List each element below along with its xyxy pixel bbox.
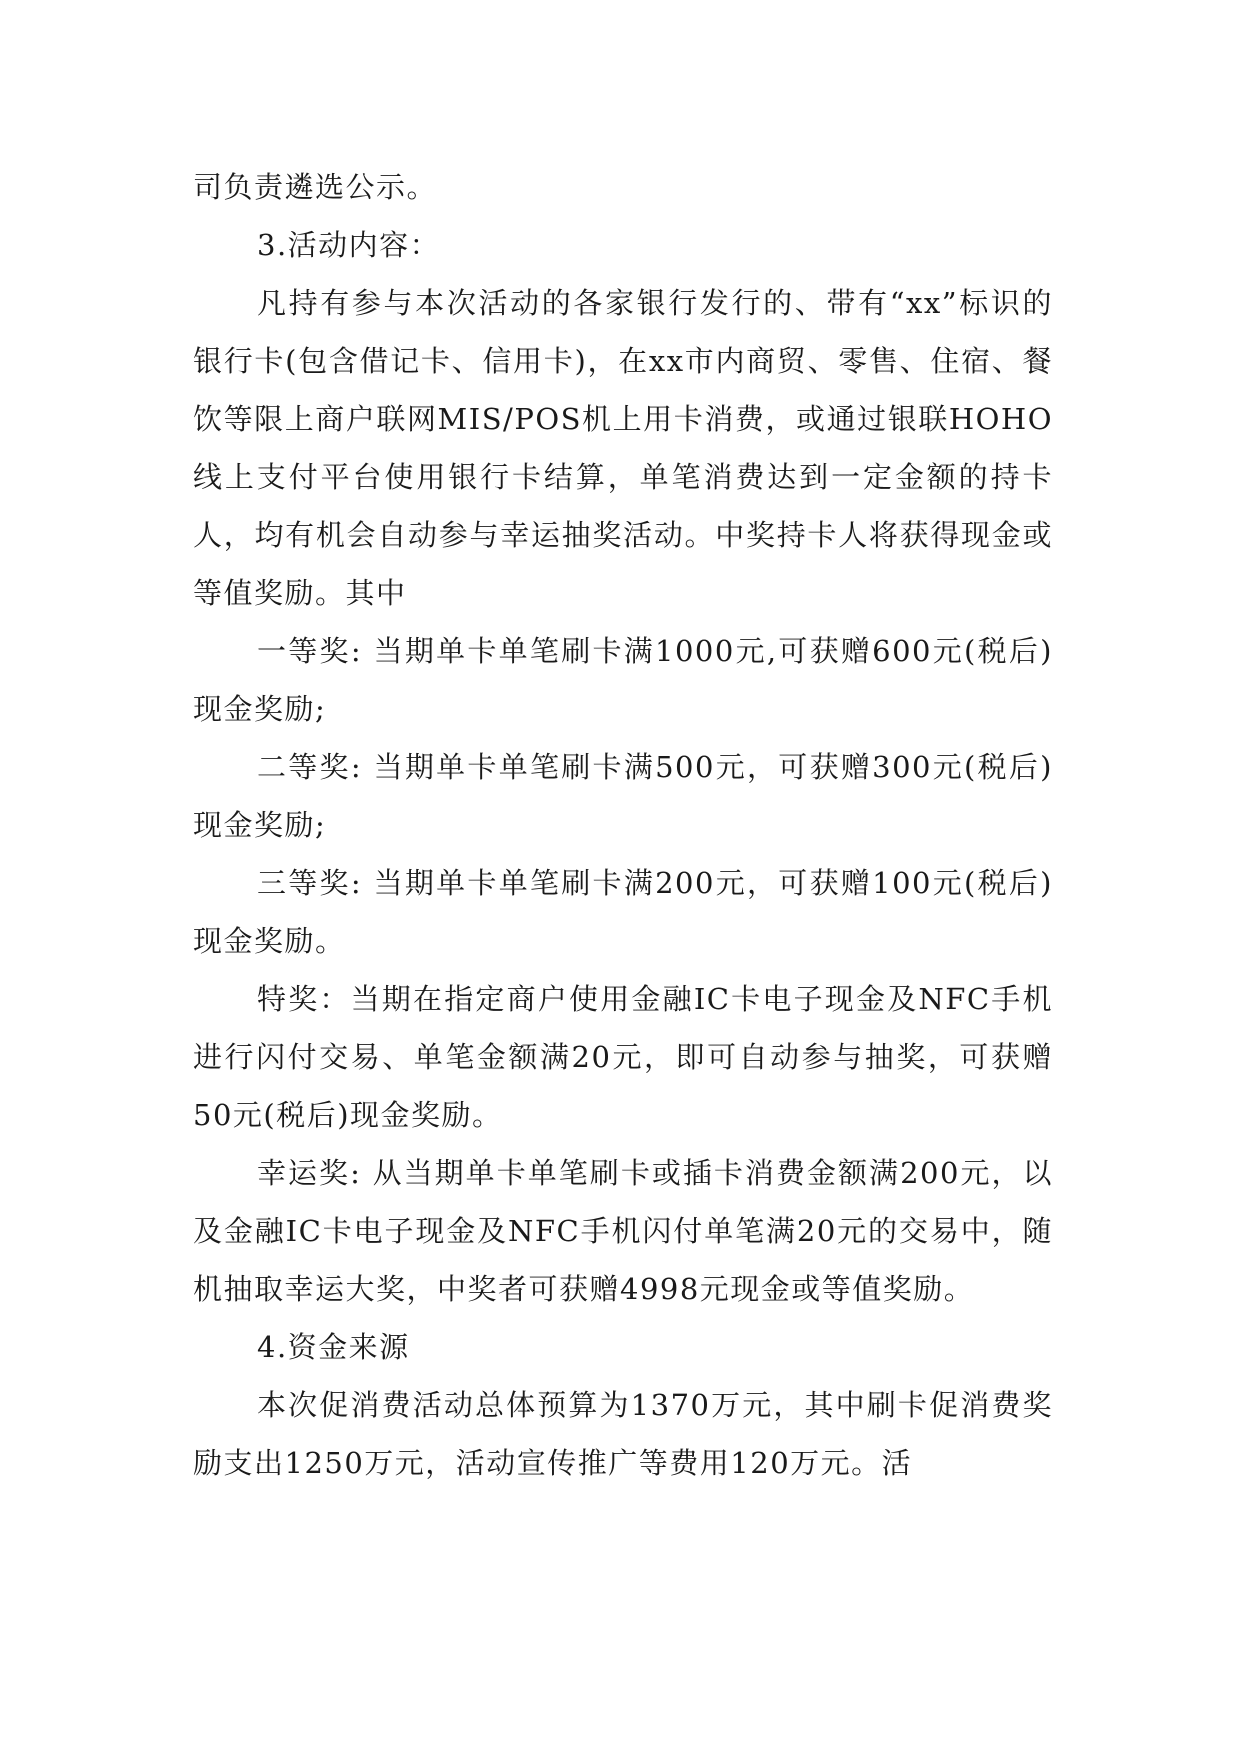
paragraph-second-prize: 二等奖: 当期单卡单笔刷卡满500元，可获赠300元(税后)现金奖励;	[193, 750, 1053, 842]
paragraph-activity-description: 凡持有参与本次活动的各家银行发行的、带有“xx”标识的银行卡(包含借记卡、信用卡)，在xx市内商贸、零售、住宿、餐饮等限上商户联网MIS/POS机上用卡消费，或通过银联HOHO线上支付平台使用银行卡结算，单笔消费达到一定金额的持卡人，均有机会自动参与幸运抽奖活动。中奖持卡人将获得现金或等值奖励。其中	[193, 286, 1053, 610]
section-heading-funding-source: 4.资金来源	[257, 1330, 410, 1364]
paragraph-first-prize: 一等奖: 当期单卡单笔刷卡满1000元,可获赠600元(税后)现金奖励;	[193, 634, 1053, 726]
paragraph-selection-tail: 司负责遴选公示。	[193, 170, 438, 204]
paragraph-third-prize: 三等奖: 当期单卡单笔刷卡满200元，可获赠100元(税后)现金奖励。	[193, 866, 1053, 958]
document-body	[193, 158, 1053, 1492]
paragraph-lucky-prize: 幸运奖: 从当期单卡单笔刷卡或插卡消费金额满200元，以及金融IC卡电子现金及NFC手机闪付单笔满20元的交易中，随机抽取幸运大奖，中奖者可获赠4998元现金或等值奖励。	[193, 1156, 1053, 1306]
section-heading-activity-content: 3.活动内容：	[257, 228, 441, 262]
paragraph-special-prize: 特奖：当期在指定商户使用金融IC卡电子现金及NFC手机进行闪付交易、单笔金额满20元，即可自动参与抽奖，可获赠50元(税后)现金奖励。	[193, 982, 1053, 1132]
paragraph-funding-description: 本次促消费活动总体预算为1370万元，其中刷卡促消费奖励支出1250万元，活动宣传推广等费用120万元。活	[193, 1388, 1053, 1480]
